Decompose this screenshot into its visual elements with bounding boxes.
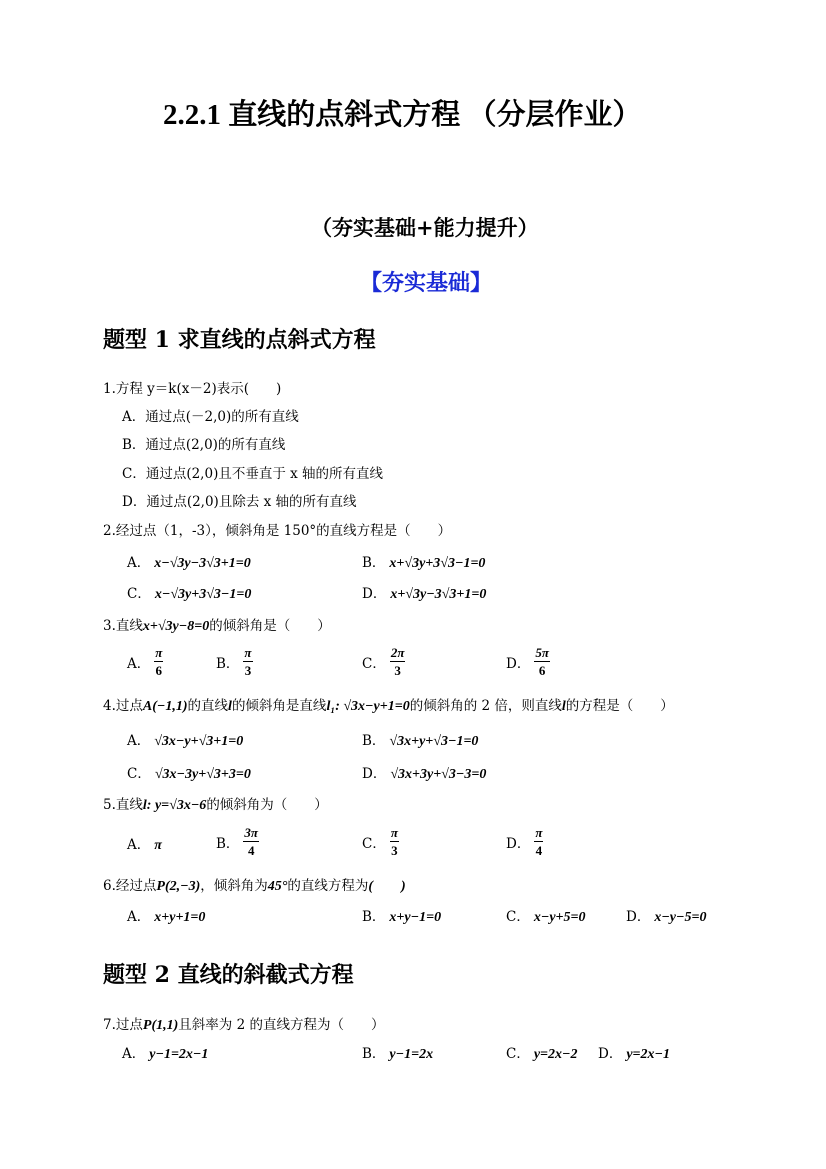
question-5-option-c: C． $\frac{\pi}{3}$ bbox=[362, 825, 398, 858]
page-subtitle: （夯实基础+能力提升） bbox=[311, 215, 539, 240]
question-3-option-c: C． $\frac{2\pi}{3}$ bbox=[362, 645, 405, 678]
question-2-option-d: D． x+√3y−3√3+1=0 bbox=[362, 586, 487, 602]
question-2-option-a: A． x−√3y−3√3+1=0 bbox=[127, 555, 251, 571]
question-4-option-c: C． √3x−3y+√3+3=0 bbox=[127, 766, 251, 782]
question-2-option-c: C． x−√3y+3√3−1=0 bbox=[127, 586, 252, 602]
question-1-stem: 1.方程 y＝k(x－2)表示( ) bbox=[103, 381, 282, 397]
question-4-option-a: A． √3x−y+√3+1=0 bbox=[127, 733, 244, 749]
page-title: 2.2.1 直线的点斜式方程 （分层作业） bbox=[163, 99, 642, 131]
question-4-stem: 4.过点A(−1,1)的直线l的倾斜角是直线l₁: √3x−y+1=0的倾斜角的 2 倍，则直线l的方程是（ ） bbox=[103, 698, 674, 714]
question-3-stem: 3.直线x+√3y−8=0的倾斜角是（ ） bbox=[103, 618, 331, 634]
question-4-option-d: D． √3x+3y+√3−3=0 bbox=[362, 766, 487, 782]
question-7-option-c: C． y=2x−2 bbox=[506, 1046, 578, 1062]
question-6-option-a: A． x+y+1=0 bbox=[127, 909, 206, 925]
question-4-option-b: B． √3x+y+√3−1=0 bbox=[362, 733, 479, 749]
question-5-stem: 5.直线l: y=√3x−6的倾斜角为（ ） bbox=[103, 797, 328, 813]
question-2-option-b: B． x+√3y+3√3−1=0 bbox=[362, 555, 486, 571]
question-2-stem: 2.经过点（1，-3），倾斜角是 150°的直线方程是（ ） bbox=[103, 523, 452, 539]
question-3-option-d: D． $\frac{5\pi}{6}$ bbox=[506, 645, 549, 678]
question-6-stem: 6.经过点P(2,−3)，倾斜角为45°的直线方程为( ) bbox=[103, 878, 406, 894]
question-7-option-d: D． y=2x−1 bbox=[598, 1046, 671, 1062]
question-1-option-d: D．通过点(2,0)且除去 x 轴的所有直线 bbox=[122, 494, 357, 510]
question-1-option-a: A．通过点(－2,0)的所有直线 bbox=[122, 409, 299, 425]
question-1-option-c: C．通过点(2,0)且不垂直于 x 轴的所有直线 bbox=[122, 466, 384, 482]
question-3-option-b: B． $\frac{\pi}{3}$ bbox=[216, 645, 252, 678]
question-5-option-b: B． $\frac{3\pi}{4}$ bbox=[216, 825, 259, 858]
section-heading-2: 题型 2 直线的斜截式方程 bbox=[103, 962, 354, 988]
question-7-option-a: A． y−1=2x−1 bbox=[122, 1046, 209, 1062]
question-3-option-a: A． $\frac{\pi}{6}$ bbox=[127, 645, 163, 678]
section-heading-1: 题型 1 求直线的点斜式方程 bbox=[103, 327, 376, 353]
band-heading: 【夯实基础】 bbox=[360, 270, 493, 296]
question-5-option-a: A． π bbox=[127, 837, 162, 853]
question-7-option-b: B． y−1=2x bbox=[362, 1046, 434, 1062]
question-6-option-b: B． x+y−1=0 bbox=[362, 909, 442, 925]
question-7-stem: 7.过点P(1,1)且斜率为 2 的直线方程为（ ） bbox=[103, 1017, 385, 1033]
question-1-option-b: B．通过点(2,0)的所有直线 bbox=[122, 437, 286, 453]
question-6-option-c: C． x−y+5=0 bbox=[506, 909, 586, 925]
question-5-option-d: D． $\frac{\pi}{4}$ bbox=[506, 825, 543, 858]
question-6-option-d: D． x−y−5=0 bbox=[626, 909, 707, 925]
